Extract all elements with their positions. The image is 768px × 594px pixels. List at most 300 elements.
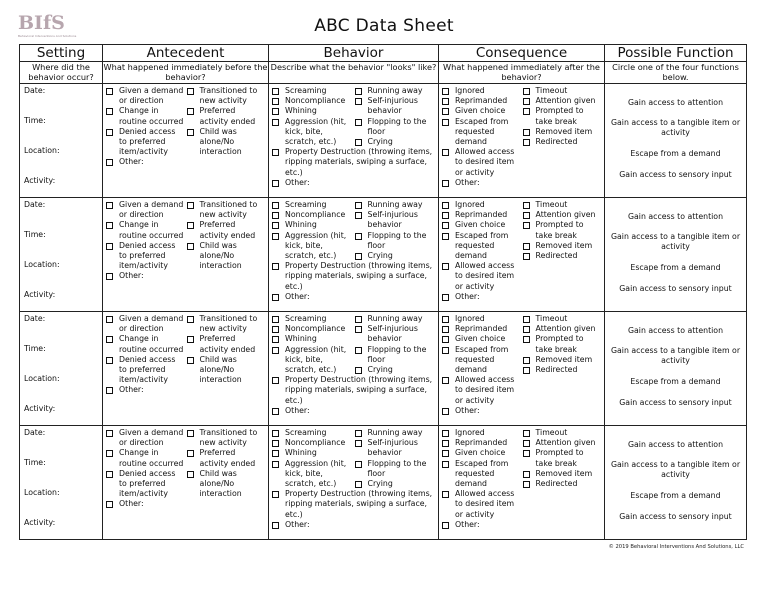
antecedent-left-column xyxy=(105,86,186,168)
behavior-option xyxy=(271,210,354,220)
checkbox[interactable] xyxy=(523,450,530,457)
checkbox[interactable] xyxy=(106,336,113,343)
setting-label[interactable]: Time: xyxy=(24,116,46,125)
behavior-option xyxy=(354,210,437,230)
copyright-notice: © 2019 Behavioral Interventions And Solutions, LLC xyxy=(608,544,744,550)
setting-label[interactable]: Location: xyxy=(24,146,60,155)
option-label: Child was alone/No interaction xyxy=(199,468,242,499)
function-option[interactable]: Escape from a demand xyxy=(630,377,721,386)
option-label: Redirected xyxy=(535,479,578,489)
behavior-left-column xyxy=(271,86,354,147)
option-label: Property Destruction (throwing items, ripping materials, swiping a surface, etc.) xyxy=(285,261,433,291)
option-label: Crying xyxy=(367,137,393,147)
consequence-left-column xyxy=(441,86,522,188)
checkbox[interactable] xyxy=(442,212,449,219)
behavior-cell xyxy=(269,312,439,426)
setting-label[interactable]: Date: xyxy=(24,314,46,323)
consequence-option xyxy=(441,292,522,302)
consequence-option xyxy=(441,324,522,334)
checkbox[interactable] xyxy=(523,108,530,115)
function-option[interactable]: Gain access to a tangible item or activity xyxy=(610,232,741,251)
option-label: Prompted to take break xyxy=(535,220,584,240)
checkbox[interactable] xyxy=(272,202,279,209)
checkbox[interactable] xyxy=(355,440,362,447)
behavior-option xyxy=(271,178,436,188)
behavior-option xyxy=(271,106,354,116)
checkbox[interactable] xyxy=(272,108,279,115)
consequence-option xyxy=(522,314,603,324)
checkbox[interactable] xyxy=(355,430,362,437)
setting-label[interactable]: Time: xyxy=(24,230,46,239)
option-label: Running away xyxy=(367,200,423,209)
consequence-right-column xyxy=(522,86,603,188)
option-label: Other: xyxy=(455,177,480,187)
function-option[interactable]: Escape from a demand xyxy=(630,491,721,500)
checkbox[interactable] xyxy=(106,430,113,437)
consequence-option xyxy=(441,375,522,406)
checkbox[interactable] xyxy=(187,243,194,250)
checkbox[interactable] xyxy=(523,336,530,343)
checkbox[interactable] xyxy=(272,294,279,301)
checkbox[interactable] xyxy=(523,139,530,146)
antecedent-option xyxy=(186,106,267,126)
checkbox[interactable] xyxy=(523,316,530,323)
option-label: Screaming xyxy=(285,314,327,323)
consequence-option xyxy=(441,334,522,344)
consequence-cell xyxy=(439,426,605,540)
checkbox[interactable] xyxy=(272,336,279,343)
checkbox[interactable] xyxy=(106,129,113,136)
checkbox[interactable] xyxy=(187,108,194,115)
consequence-option xyxy=(522,469,603,479)
consequence-option xyxy=(522,438,603,448)
option-label: Change in routine occurred xyxy=(119,334,184,354)
behavior-option xyxy=(354,200,437,210)
checkbox[interactable] xyxy=(355,461,362,468)
checkbox[interactable] xyxy=(355,233,362,240)
checkbox[interactable] xyxy=(106,202,113,209)
consequence-option xyxy=(441,178,522,188)
option-label: Removed item xyxy=(535,240,593,250)
checkbox[interactable] xyxy=(442,180,449,187)
antecedent-option xyxy=(105,86,186,106)
option-label: Flopping to the floor xyxy=(367,344,427,364)
checkbox[interactable] xyxy=(272,119,279,126)
setting-label[interactable]: Time: xyxy=(24,458,46,467)
checkbox[interactable] xyxy=(355,253,362,260)
consequence-cell xyxy=(439,84,605,198)
behavior-option xyxy=(271,117,354,148)
consequence-option xyxy=(522,479,603,489)
behavior-option xyxy=(271,261,436,292)
setting-label[interactable]: Location: xyxy=(24,260,60,269)
checkbox[interactable] xyxy=(272,149,279,156)
checkbox[interactable] xyxy=(187,336,194,343)
option-label: Transitioned to new activity xyxy=(199,200,258,220)
consequence-option xyxy=(522,334,603,354)
option-label: Noncompliance xyxy=(285,96,346,106)
checkbox[interactable] xyxy=(272,222,279,229)
setting-cell xyxy=(20,198,103,312)
consequence-option xyxy=(522,106,603,126)
subheader-consequence: What happened immediately after the behavior? xyxy=(439,62,605,84)
checkbox[interactable] xyxy=(272,180,279,187)
checkbox[interactable] xyxy=(272,522,279,529)
function-option[interactable]: Gain access to sensory input xyxy=(619,398,732,407)
checkbox[interactable] xyxy=(187,316,194,323)
behavior-option xyxy=(271,334,354,344)
checkbox[interactable] xyxy=(355,98,362,105)
checkbox[interactable] xyxy=(272,88,279,95)
checkbox[interactable] xyxy=(442,88,449,95)
option-label: Whining xyxy=(285,220,317,230)
function-option[interactable]: Escape from a demand xyxy=(630,149,721,158)
checkbox[interactable] xyxy=(442,347,449,354)
setting-label[interactable]: Date: xyxy=(24,86,46,95)
setting-label[interactable]: Date: xyxy=(24,428,46,437)
setting-label[interactable]: Activity: xyxy=(24,518,56,527)
option-label: Denied access to preferred item/activity xyxy=(119,240,176,271)
setting-label[interactable]: Activity: xyxy=(24,290,56,299)
option-label: Allowed access to desired item or activity xyxy=(455,147,515,177)
checkbox[interactable] xyxy=(442,491,449,498)
option-label: Given a demand or direction xyxy=(119,86,184,106)
option-label: Noncompliance xyxy=(285,210,346,220)
behavior-option xyxy=(354,459,437,479)
option-label: Ignored xyxy=(455,428,485,437)
option-label: Escaped from requested demand xyxy=(455,344,509,375)
checkbox[interactable] xyxy=(523,243,530,250)
option-label: Running away xyxy=(367,86,423,95)
antecedent-cell xyxy=(103,198,269,312)
behavior-option xyxy=(271,231,354,262)
function-option[interactable]: Gain access to a tangible item or activity xyxy=(610,346,741,365)
option-label: Transitioned to new activity xyxy=(199,314,258,334)
option-label: Other: xyxy=(119,157,144,167)
antecedent-option xyxy=(105,241,186,272)
checkbox[interactable] xyxy=(187,450,194,457)
function-option[interactable]: Gain access to sensory input xyxy=(619,170,732,179)
checkbox[interactable] xyxy=(106,159,113,166)
checkbox[interactable] xyxy=(523,440,530,447)
option-label: Other: xyxy=(119,271,144,281)
option-label: Allowed access to desired item or activity xyxy=(455,375,515,405)
option-label: Escaped from requested demand xyxy=(455,230,509,261)
option-label: Timeout xyxy=(535,200,568,209)
checkbox[interactable] xyxy=(442,461,449,468)
behavior-option xyxy=(271,96,354,106)
antecedent-right-column xyxy=(186,86,267,168)
function-option[interactable]: Gain access to sensory input xyxy=(619,512,732,521)
checkbox[interactable] xyxy=(523,357,530,364)
checkbox[interactable] xyxy=(442,522,449,529)
antecedent-cell xyxy=(103,312,269,426)
behavior-option xyxy=(271,314,354,324)
option-label: Other: xyxy=(455,519,480,529)
checkbox[interactable] xyxy=(272,377,279,384)
checkbox[interactable] xyxy=(523,471,530,478)
option-label: Preferred activity ended xyxy=(199,106,256,126)
option-label: Other: xyxy=(285,177,310,187)
option-label: Reprimanded xyxy=(455,324,508,334)
checkbox[interactable] xyxy=(442,408,449,415)
antecedent-option xyxy=(105,385,186,395)
behavior-option xyxy=(354,365,437,375)
checkbox[interactable] xyxy=(187,430,194,437)
checkbox[interactable] xyxy=(355,367,362,374)
option-label: Denied access to preferred item/activity xyxy=(119,468,176,499)
checkbox[interactable] xyxy=(442,222,449,229)
checkbox[interactable] xyxy=(106,357,113,364)
checkbox[interactable] xyxy=(355,139,362,146)
option-label: Ignored xyxy=(455,314,485,323)
antecedent-option xyxy=(105,499,186,509)
option-label: Denied access to preferred item/activity xyxy=(119,354,176,385)
antecedent-option xyxy=(186,355,267,386)
checkbox[interactable] xyxy=(442,233,449,240)
consequence-option xyxy=(441,345,522,376)
checkbox[interactable] xyxy=(355,119,362,126)
checkbox[interactable] xyxy=(523,88,530,95)
checkbox[interactable] xyxy=(523,202,530,209)
option-label: Whining xyxy=(285,106,317,116)
option-label: Other: xyxy=(285,519,310,529)
logo-text: BIfS xyxy=(18,12,65,34)
checkbox[interactable] xyxy=(442,108,449,115)
function-option[interactable]: Gain access to a tangible item or activity xyxy=(610,118,741,137)
checkbox[interactable] xyxy=(355,347,362,354)
option-label: Other: xyxy=(119,499,144,509)
checkbox[interactable] xyxy=(523,367,530,374)
checkbox[interactable] xyxy=(106,387,113,394)
option-label: Removed item xyxy=(535,354,593,364)
option-label: Escaped from requested demand xyxy=(455,116,509,147)
checkbox[interactable] xyxy=(523,430,530,437)
checkbox[interactable] xyxy=(272,347,279,354)
consequence-option xyxy=(522,127,603,137)
function-option[interactable]: Gain access to attention xyxy=(627,212,724,221)
behavior-cell xyxy=(269,426,439,540)
checkbox[interactable] xyxy=(272,461,279,468)
option-label: Ignored xyxy=(455,86,485,95)
consequence-option xyxy=(441,314,522,324)
option-label: Given choice xyxy=(455,334,506,344)
option-label: Timeout xyxy=(535,86,568,95)
option-label: Flopping to the floor xyxy=(367,458,427,478)
option-label: Transitioned to new activity xyxy=(199,428,258,448)
antecedent-option xyxy=(105,428,186,448)
checkbox[interactable] xyxy=(272,430,279,437)
checkbox[interactable] xyxy=(442,377,449,384)
subheader-antecedent: What happened immediately before the behavior? xyxy=(103,62,268,82)
checkbox[interactable] xyxy=(106,108,113,115)
function-option[interactable]: Gain access to a tangible item or activity xyxy=(610,460,741,479)
checkbox[interactable] xyxy=(272,440,279,447)
function-option[interactable]: Gain access to attention xyxy=(627,326,724,335)
checkbox[interactable] xyxy=(272,316,279,323)
checkbox[interactable] xyxy=(523,98,530,105)
consequence-option xyxy=(441,489,522,520)
option-label: Whining xyxy=(285,334,317,344)
antecedent-cell xyxy=(103,426,269,540)
antecedent-option xyxy=(186,127,267,158)
checkbox[interactable] xyxy=(442,450,449,457)
option-label: Flopping to the floor xyxy=(367,230,427,250)
checkbox[interactable] xyxy=(355,481,362,488)
antecedent-option xyxy=(105,314,186,334)
checkbox[interactable] xyxy=(106,222,113,229)
antecedent-option xyxy=(105,355,186,386)
function-option[interactable]: Gain access to sensory input xyxy=(619,284,732,293)
option-label: Attention given xyxy=(535,210,596,220)
checkbox[interactable] xyxy=(272,491,279,498)
option-label: Other: xyxy=(455,405,480,415)
checkbox[interactable] xyxy=(523,212,530,219)
consequence-option xyxy=(441,406,522,416)
checkbox[interactable] xyxy=(272,98,279,105)
option-label: Whining xyxy=(285,448,317,458)
checkbox[interactable] xyxy=(523,222,530,229)
consequence-option xyxy=(441,428,522,438)
behavior-option xyxy=(271,292,436,302)
setting-label[interactable]: Location: xyxy=(24,374,60,383)
antecedent-option xyxy=(186,428,267,448)
checkbox[interactable] xyxy=(106,88,113,95)
option-label: Prompted to take break xyxy=(535,334,584,354)
option-label: Child was alone/No interaction xyxy=(199,354,242,385)
option-label: Escaped from requested demand xyxy=(455,458,509,489)
antecedent-option xyxy=(186,334,267,354)
function-option[interactable]: Escape from a demand xyxy=(630,263,721,272)
option-label: Self-injurious behavior xyxy=(367,96,418,116)
antecedent-left-column xyxy=(105,200,186,282)
function-option[interactable]: Gain access to attention xyxy=(627,98,724,107)
behavior-right-column xyxy=(354,314,437,375)
consequence-option xyxy=(522,137,603,147)
option-label: Given a demand or direction xyxy=(119,314,184,334)
function-option[interactable]: Gain access to attention xyxy=(627,440,724,449)
setting-label[interactable]: Activity: xyxy=(24,404,56,413)
option-label: Removed item xyxy=(535,126,593,136)
consequence-option xyxy=(522,241,603,251)
checkbox[interactable] xyxy=(106,471,113,478)
behavior-option xyxy=(271,147,436,178)
checkbox[interactable] xyxy=(523,129,530,136)
checkbox[interactable] xyxy=(523,253,530,260)
option-label: Other: xyxy=(285,405,310,415)
antecedent-option xyxy=(186,241,267,272)
checkbox[interactable] xyxy=(442,430,449,437)
checkbox[interactable] xyxy=(106,243,113,250)
checkbox[interactable] xyxy=(355,212,362,219)
entry-row xyxy=(20,84,747,198)
checkbox[interactable] xyxy=(442,149,449,156)
setting-cell xyxy=(20,312,103,426)
checkbox[interactable] xyxy=(187,88,194,95)
checkbox[interactable] xyxy=(442,336,449,343)
checkbox[interactable] xyxy=(272,450,279,457)
consequence-option xyxy=(522,251,603,261)
behavior-cell xyxy=(269,84,439,198)
checkbox[interactable] xyxy=(106,316,113,323)
checkbox[interactable] xyxy=(355,88,362,95)
checkbox[interactable] xyxy=(272,408,279,415)
checkbox[interactable] xyxy=(442,119,449,126)
checkbox[interactable] xyxy=(272,233,279,240)
consequence-right-column xyxy=(522,428,603,530)
antecedent-right-column xyxy=(186,428,267,510)
option-label: Screaming xyxy=(285,86,327,95)
checkbox[interactable] xyxy=(442,440,449,447)
checkbox[interactable] xyxy=(523,326,530,333)
checkbox[interactable] xyxy=(187,357,194,364)
setting-label[interactable]: Activity: xyxy=(24,176,56,185)
checkbox[interactable] xyxy=(355,316,362,323)
behavior-option xyxy=(354,324,437,344)
checkbox[interactable] xyxy=(106,501,113,508)
checkbox[interactable] xyxy=(355,202,362,209)
option-label: Ignored xyxy=(455,200,485,209)
antecedent-right-column xyxy=(186,314,267,396)
option-label: Property Destruction (throwing items, ripping materials, swiping a surface, etc.) xyxy=(285,375,433,405)
option-label: Given a demand or direction xyxy=(119,200,184,220)
consequence-option xyxy=(522,86,603,96)
checkbox[interactable] xyxy=(187,202,194,209)
checkbox[interactable] xyxy=(187,222,194,229)
function-cell xyxy=(605,84,747,198)
checkbox[interactable] xyxy=(442,316,449,323)
checkbox[interactable] xyxy=(442,326,449,333)
checkbox[interactable] xyxy=(355,326,362,333)
option-label: Noncompliance xyxy=(285,438,346,448)
checkbox[interactable] xyxy=(442,294,449,301)
checkbox[interactable] xyxy=(187,471,194,478)
consequence-option xyxy=(522,448,603,468)
checkbox[interactable] xyxy=(442,98,449,105)
behavior-option xyxy=(271,200,354,210)
option-label: Redirected xyxy=(535,251,578,261)
checkbox[interactable] xyxy=(272,326,279,333)
setting-label[interactable]: Location: xyxy=(24,488,60,497)
setting-label[interactable]: Time: xyxy=(24,344,46,353)
consequence-option xyxy=(441,438,522,448)
checkbox[interactable] xyxy=(187,129,194,136)
consequence-option xyxy=(441,459,522,490)
option-label: Given a demand or direction xyxy=(119,428,184,448)
consequence-cell xyxy=(439,312,605,426)
behavior-option xyxy=(354,314,437,324)
setting-label[interactable]: Date: xyxy=(24,200,46,209)
behavior-option xyxy=(271,324,354,334)
checkbox[interactable] xyxy=(523,481,530,488)
checkbox[interactable] xyxy=(272,212,279,219)
checkbox[interactable] xyxy=(442,202,449,209)
logo-subtitle: Behavioral Interventions And Solutions xyxy=(18,34,77,38)
checkbox[interactable] xyxy=(442,263,449,270)
option-label: Given choice xyxy=(455,106,506,116)
option-label: Attention given xyxy=(535,324,596,334)
behavior-option xyxy=(354,251,437,261)
checkbox[interactable] xyxy=(106,450,113,457)
option-label: Reprimanded xyxy=(455,210,508,220)
option-label: Child was alone/No interaction xyxy=(199,126,242,157)
checkbox[interactable] xyxy=(106,273,113,280)
checkbox[interactable] xyxy=(272,263,279,270)
behavior-option xyxy=(271,345,354,376)
behavior-left-column xyxy=(271,428,354,489)
behavior-option xyxy=(354,137,437,147)
behavior-option xyxy=(271,406,436,416)
